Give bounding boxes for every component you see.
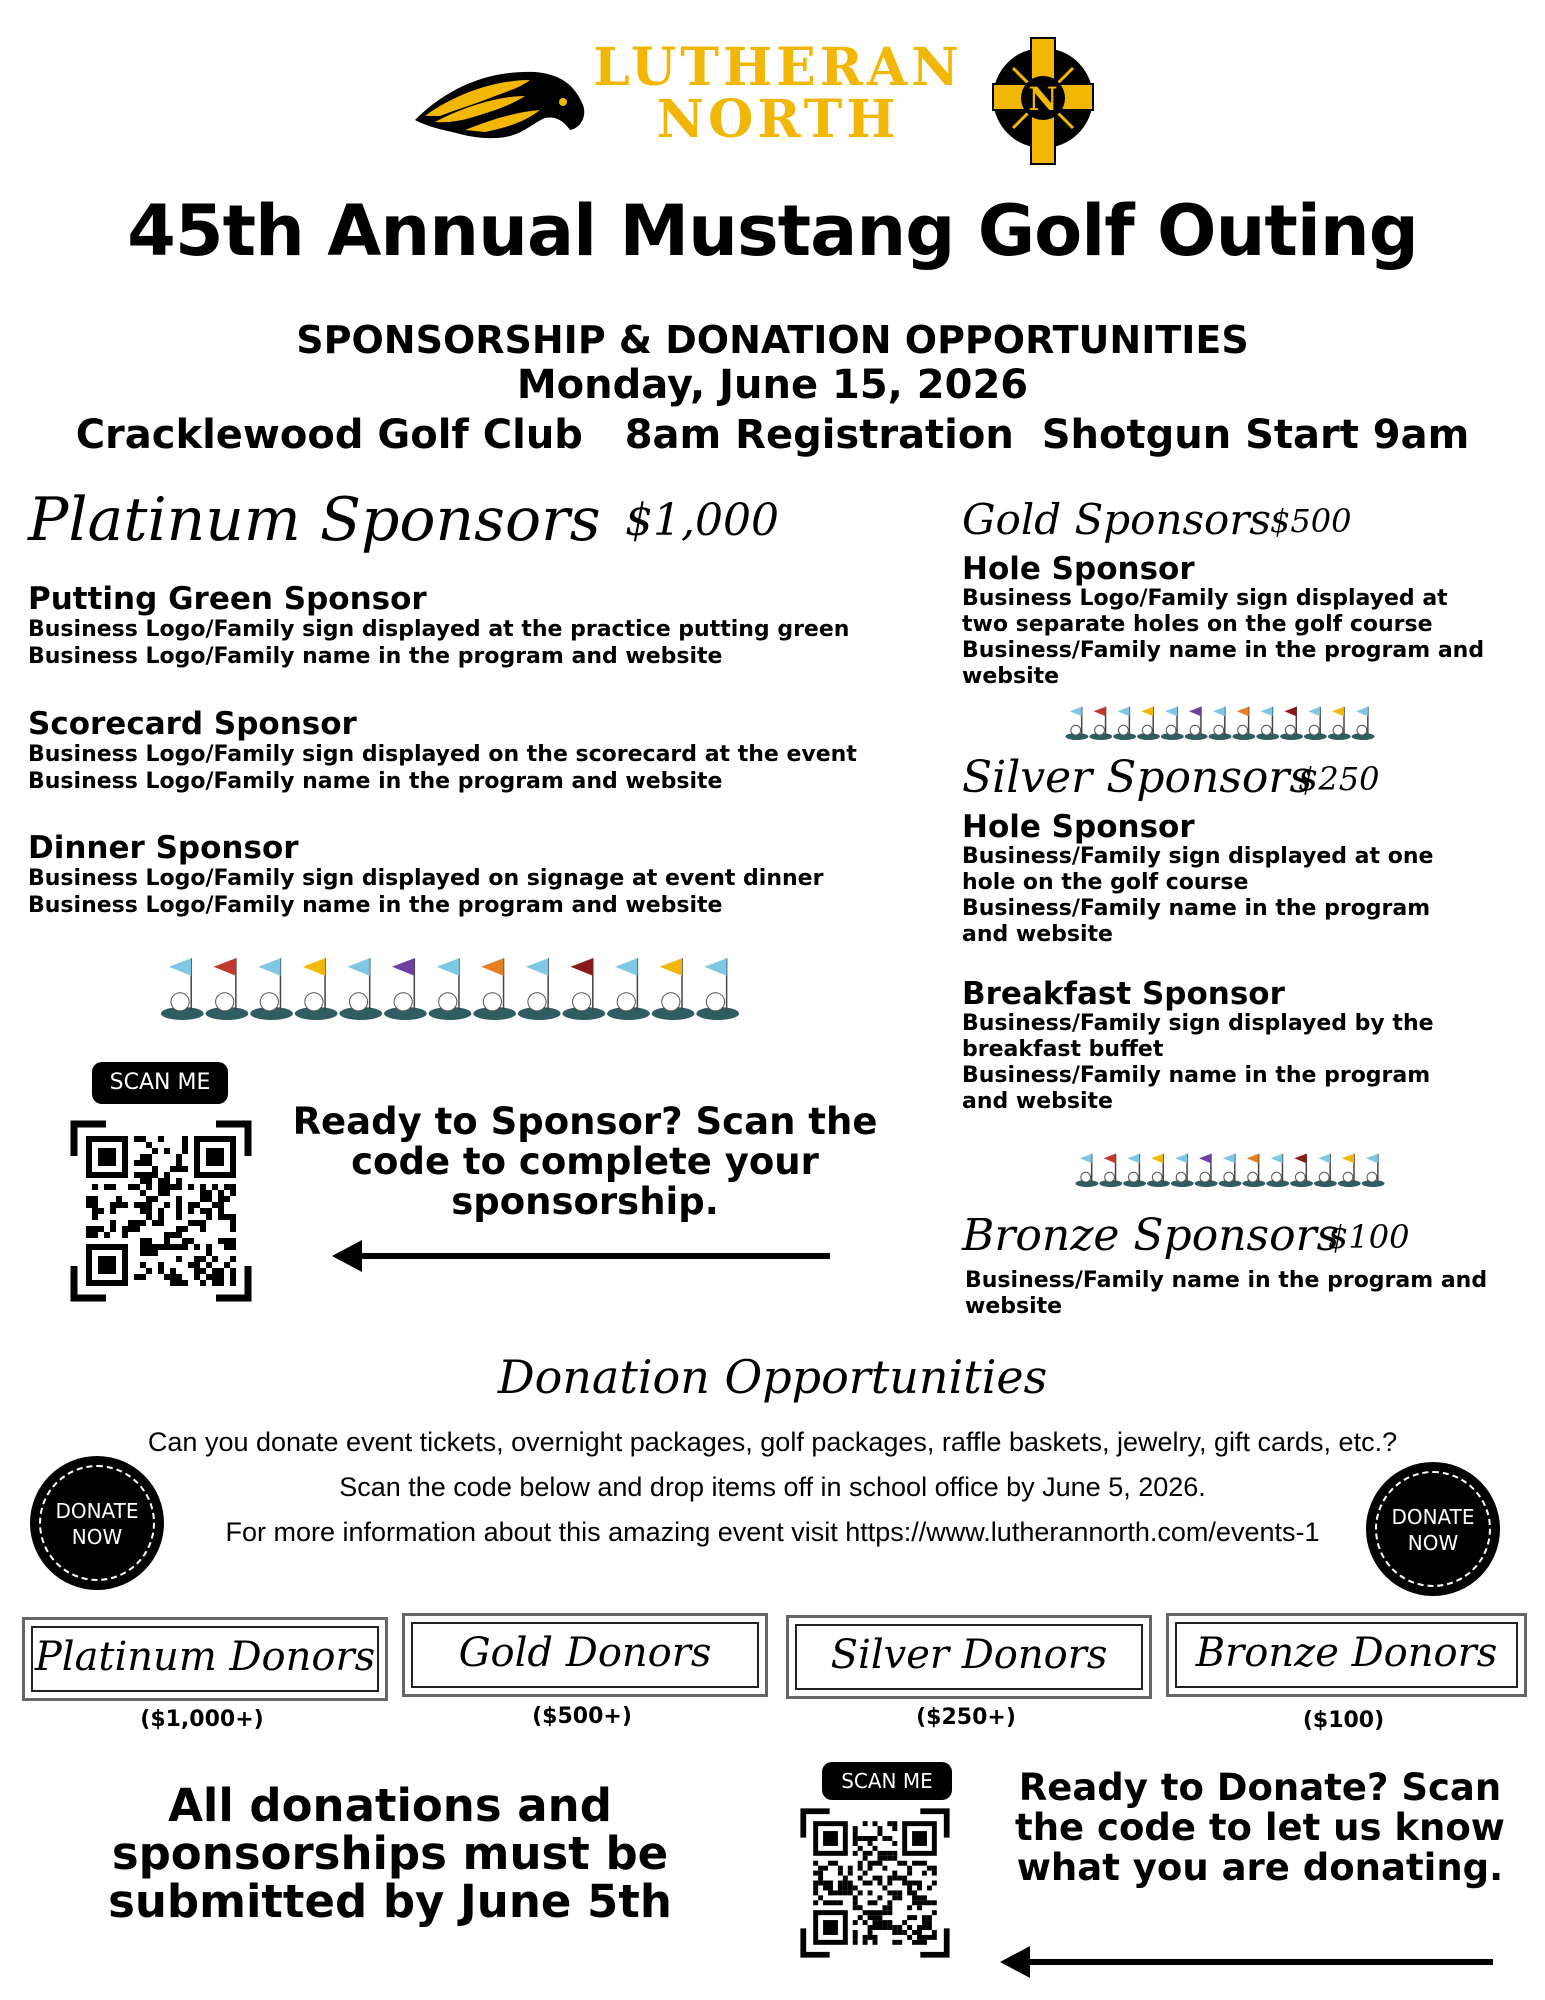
item-line: Business Logo/Family sign displayed at the practice putting green <box>28 617 850 642</box>
item-line: Business/Family sign displayed at one <box>962 844 1434 869</box>
golf-flag-icon <box>1242 1154 1265 1187</box>
golf-flag-icon <box>1065 707 1088 740</box>
bronze-item <box>965 1268 1535 1320</box>
donation-line: Can you donate event tickets, overnight packages, golf packages, raffle baskets, jewelry, gift cards, etc.? <box>147 1427 1398 1457</box>
golf-flags-divider <box>1075 1152 1385 1187</box>
item-line: Business/Family name in the program <box>962 1063 1431 1088</box>
platinum-price: $1,000 <box>625 495 779 546</box>
golf-flag-icon <box>1075 1154 1098 1187</box>
item-line: Business/Family name in the program and <box>962 638 1485 663</box>
golf-flag-icon <box>1338 1154 1361 1187</box>
tier-amount: ($500+) <box>532 1704 632 1729</box>
golf-flag-icon <box>1266 1154 1289 1187</box>
golf-flag-icon <box>562 958 605 1020</box>
tier-label: Silver Donors <box>830 1632 1108 1678</box>
platinum-heading: Platinum Sponsors <box>28 485 601 555</box>
golf-flag-icon <box>1089 707 1112 740</box>
donor-tier-platinum <box>22 1617 388 1701</box>
golf-flag-icon <box>339 958 382 1020</box>
donation-heading: Donation Opportunities <box>497 1350 1048 1404</box>
badge-text: NOW <box>71 1525 123 1549</box>
scan-me-label: SCAN ME <box>92 1062 228 1104</box>
golf-flag-icon <box>1195 1154 1218 1187</box>
golf-flag-icon <box>696 958 739 1020</box>
golf-flag-icon <box>1099 1154 1122 1187</box>
tier-amount: ($250+) <box>916 1705 1016 1730</box>
platinum-item-putting <box>28 582 928 670</box>
tier-label: Gold Donors <box>458 1630 712 1676</box>
badge-text: DONATE <box>1391 1505 1475 1529</box>
bronze-heading: Bronze Sponsors <box>962 1210 1340 1261</box>
golf-flag-icon <box>473 958 516 1020</box>
golf-flag-icon <box>1123 1154 1146 1187</box>
gold-heading: Gold Sponsors <box>962 495 1271 544</box>
donate-now-badge[interactable] <box>1366 1462 1500 1596</box>
arrow-line <box>1028 1959 1493 1965</box>
silver-item-hole <box>962 810 1532 948</box>
golf-flag-icon <box>518 958 561 1020</box>
donor-tier-silver <box>786 1615 1152 1699</box>
item-line: Business Logo/Family name in the program and website <box>28 644 723 669</box>
platinum-item-dinner <box>28 831 928 919</box>
gold-item-hole <box>962 552 1532 690</box>
school-emblem-icon <box>983 34 1103 168</box>
golf-flags-divider <box>1065 705 1375 740</box>
item-title: Scorecard Sponsor <box>28 706 357 742</box>
golf-flag-icon <box>384 958 427 1020</box>
golf-flag-icon <box>295 958 338 1020</box>
golf-flag-icon <box>250 958 293 1020</box>
golf-flag-icon <box>1219 1154 1242 1187</box>
page-title: 45th Annual Mustang Golf Outing <box>127 190 1418 272</box>
event-date: Monday, June 15, 2026 <box>516 362 1029 408</box>
item-line: Business Logo/Family name in the program and website <box>28 769 723 794</box>
item-line: Business/Family sign displayed by the <box>962 1011 1434 1036</box>
subtitle: SPONSORSHIP & DONATION OPPORTUNITIES <box>296 318 1249 362</box>
golf-flag-icon <box>1185 707 1208 740</box>
golf-flag-icon <box>1304 707 1327 740</box>
arrow-line <box>360 1253 830 1259</box>
golf-flag-icon <box>1232 707 1255 740</box>
item-line: Business Logo/Family sign displayed on the scorecard at the event <box>28 742 857 767</box>
golf-flag-icon <box>1280 707 1303 740</box>
item-line: website <box>962 664 1060 689</box>
golf-flag-icon <box>1362 1154 1385 1187</box>
emblem-letter: N <box>1028 80 1058 118</box>
golf-flag-icon <box>429 958 472 1020</box>
golf-flag-icon <box>1137 707 1160 740</box>
golf-flag-icon <box>652 958 695 1020</box>
donate-now-badge[interactable] <box>30 1456 164 1590</box>
tier-amount: ($100) <box>1302 1708 1385 1733</box>
item-title: Putting Green Sponsor <box>28 581 427 617</box>
golf-flag-icon <box>1161 707 1184 740</box>
golf-flag-icon <box>206 958 249 1020</box>
golf-flag-icon <box>161 958 204 1020</box>
badge-text: NOW <box>1407 1531 1459 1555</box>
arrow-left-icon <box>332 1240 362 1272</box>
scan-me-label: SCAN ME <box>822 1762 952 1800</box>
donor-tier-bronze <box>1166 1613 1527 1697</box>
silver-price: $250 <box>1298 760 1380 798</box>
item-line: Business Logo/Family sign displayed at <box>962 586 1448 611</box>
item-line: Business/Family name in the program and <box>965 1268 1488 1293</box>
silver-item-breakfast <box>962 977 1532 1115</box>
donation-line: For more information about this amazing event visit https://www.lutherannorth.com/events-1 <box>225 1517 1320 1547</box>
tier-label: Bronze Donors <box>1195 1630 1498 1676</box>
venue-line: Cracklewood Golf Club 8am Registration Shotgun Start 9am <box>75 412 1470 458</box>
golf-flag-icon <box>1290 1154 1313 1187</box>
deadline-text: All donations and sponsorships must be submitted by June 5th <box>108 1779 672 1928</box>
silver-heading: Silver Sponsors <box>962 752 1313 803</box>
tier-label: Platinum Donors <box>34 1634 376 1680</box>
golf-flag-icon <box>1209 707 1232 740</box>
donor-tier-gold <box>402 1613 768 1697</box>
golf-flags-divider <box>160 955 740 1020</box>
arrow-left-icon <box>1000 1946 1030 1978</box>
item-line: Business Logo/Family sign displayed on signage at event dinner <box>28 866 824 891</box>
logo-line-2: NORTH <box>656 89 900 150</box>
golf-flag-icon <box>1314 1154 1337 1187</box>
item-title: Dinner Sponsor <box>28 830 299 866</box>
item-line: and website <box>962 922 1113 947</box>
sponsor-qr-code-icon[interactable] <box>70 1120 252 1302</box>
item-line: Business/Family name in the program <box>962 896 1431 921</box>
sponsor-cta-text: Ready to Sponsor? Scan the code to complete your sponsorship. <box>292 1100 878 1223</box>
golf-flag-icon <box>1352 707 1375 740</box>
item-line: website <box>965 1294 1063 1319</box>
item-line: breakfast buffet <box>962 1037 1164 1062</box>
tier-amount: ($1,000+) <box>140 1707 264 1732</box>
item-title: Hole Sponsor <box>962 809 1195 845</box>
logo-line-1: LUTHERAN <box>593 37 963 98</box>
item-title: Hole Sponsor <box>962 551 1195 587</box>
item-title: Breakfast Sponsor <box>962 976 1285 1012</box>
golf-flag-icon <box>1171 1154 1194 1187</box>
donate-cta-text: Ready to Donate? Scan the code to let us know what you are donating. <box>1015 1766 1505 1889</box>
badge-text: DONATE <box>55 1499 139 1523</box>
item-line: Business Logo/Family name in the program and website <box>28 893 723 918</box>
gold-price: $500 <box>1270 502 1352 540</box>
item-line: hole on the golf course <box>962 870 1249 895</box>
mustang-logo-icon <box>405 50 590 142</box>
donation-line: Scan the code below and drop items off in school office by June 5, 2026. <box>339 1472 1206 1502</box>
golf-flag-icon <box>1147 1154 1170 1187</box>
golf-flag-icon <box>1328 707 1351 740</box>
bronze-price: $100 <box>1328 1218 1410 1256</box>
golf-flag-icon <box>607 958 650 1020</box>
golf-flag-icon <box>1256 707 1279 740</box>
donate-qr-code-icon[interactable] <box>800 1808 950 1958</box>
platinum-item-scorecard <box>28 707 928 795</box>
golf-flag-icon <box>1113 707 1136 740</box>
item-line: two separate holes on the golf course <box>962 612 1433 637</box>
item-line: and website <box>962 1089 1113 1114</box>
